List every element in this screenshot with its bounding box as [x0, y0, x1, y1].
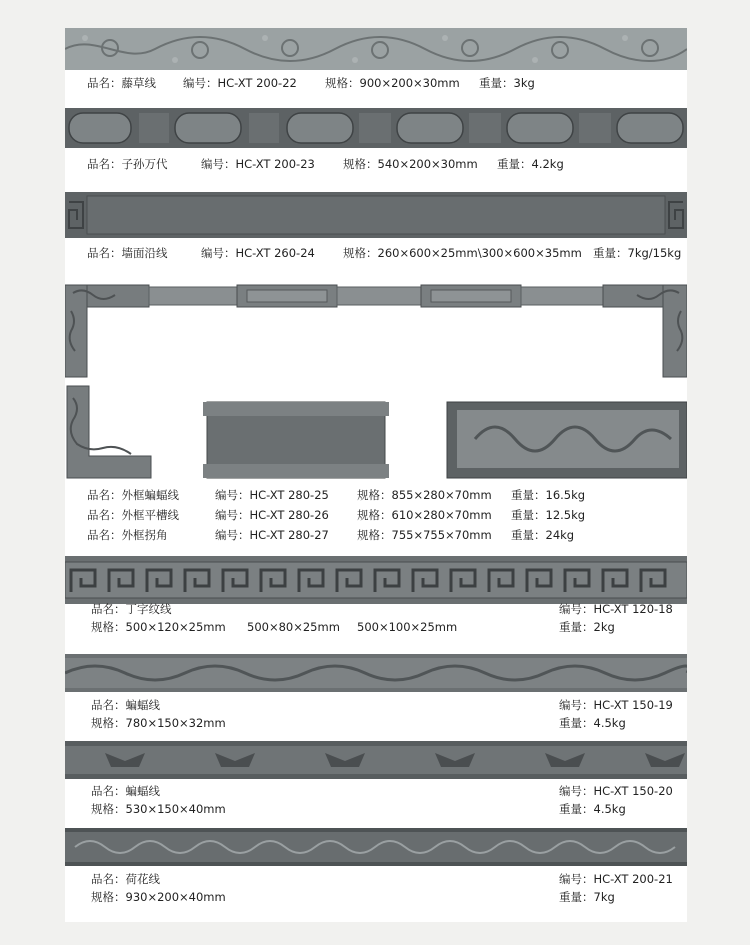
product-code: 编号：HC-XT 120-18: [559, 602, 673, 616]
frame-parts-image: [65, 384, 687, 484]
product-name: 品名：丁字纹线: [91, 602, 172, 616]
product-name: 品名：蝙蝠线: [91, 698, 160, 712]
caption-block: [91, 698, 687, 732]
product-code: 编号：HC-XT 150-20: [559, 784, 673, 798]
product-spec: 规格：900×200×30mm: [325, 76, 460, 90]
caption-block: [91, 784, 687, 818]
frame-caption-block: [87, 488, 687, 546]
product-code: 编号：HC-XT 150-19: [559, 698, 673, 712]
caption-row: [87, 246, 687, 260]
bat-molding-svg: [65, 741, 687, 779]
bat-molding-image: [65, 741, 687, 779]
fret-molding-image: [65, 556, 687, 604]
wall-edge-molding-image: [65, 192, 687, 238]
product-name: 品名：荷花线: [91, 872, 160, 886]
product-name: 品名：墙面沿线: [87, 246, 168, 260]
descendants-molding-svg: [65, 108, 687, 148]
product-spec: 规格：855×280×70mm: [357, 488, 492, 502]
wall-edge-molding-svg: [65, 192, 687, 238]
caption-row: [87, 76, 687, 90]
product-spec: 规格：260×600×25mm\300×600×35mm: [343, 246, 582, 260]
product-weight: 重量：4.2kg: [497, 157, 564, 171]
descendants-molding-image: [65, 108, 687, 148]
product-spec: 规格：930×200×40mm: [91, 890, 226, 904]
product-name: 品名：外框拐角: [87, 528, 168, 542]
bat-molding-image: [65, 654, 687, 692]
product-code: 编号：HC-XT 280-26: [215, 508, 329, 522]
caption-block: [91, 602, 687, 636]
product-code: 编号：HC-XT 280-25: [215, 488, 329, 502]
product-weight: 重量：3kg: [479, 76, 535, 90]
product-weight: 重量：7kg: [559, 890, 615, 904]
product-spec-alt: 500×80×25mm: [247, 620, 340, 634]
catalog-sheet: [65, 28, 687, 922]
product-spec-alt: 500×100×25mm: [357, 620, 458, 634]
product-name: 品名：外框蝙蝠线: [87, 488, 179, 502]
caption-block: [91, 872, 687, 906]
product-code: 编号：HC-XT 260-24: [201, 246, 315, 260]
vine-molding-image: [65, 28, 687, 70]
bat-molding-svg: [65, 654, 687, 692]
product-weight: 重量：2kg: [559, 620, 615, 634]
frame-assembly-svg: [65, 281, 687, 381]
product-weight: 重量：4.5kg: [559, 802, 626, 816]
frame-assembly-image: [65, 281, 687, 381]
product-spec: 规格：540×200×30mm: [343, 157, 478, 171]
product-spec: 规格：500×120×25mm: [91, 620, 226, 634]
product-code: 编号：HC-XT 280-27: [215, 528, 329, 542]
product-code: 编号：HC-XT 200-21: [559, 872, 673, 886]
product-code: 编号：HC-XT 200-22: [183, 76, 297, 90]
product-weight: 重量：24kg: [511, 528, 575, 542]
product-weight: 重量：4.5kg: [559, 716, 626, 730]
product-name: 品名：蝙蝠线: [91, 784, 160, 798]
product-spec: 规格：530×150×40mm: [91, 802, 226, 816]
product-spec: 规格：780×150×32mm: [91, 716, 226, 730]
product-weight: 重量：7kg/15kg: [593, 246, 682, 260]
vine-molding-svg: [65, 28, 687, 70]
product-weight: 重量：16.5kg: [511, 488, 586, 502]
caption-row: [87, 157, 687, 171]
product-name: 品名：藤草线: [87, 76, 156, 90]
product-name: 品名：外框平槽线: [87, 508, 179, 522]
fret-molding-svg: [65, 556, 687, 604]
product-weight: 重量：12.5kg: [511, 508, 586, 522]
lotus-molding-image: [65, 828, 687, 866]
product-name: 品名：子孙万代: [87, 157, 168, 171]
frame-parts-svg: [65, 384, 687, 484]
lotus-molding-svg: [65, 828, 687, 866]
product-spec: 规格：610×280×70mm: [357, 508, 492, 522]
product-spec: 规格：755×755×70mm: [357, 528, 492, 542]
product-code: 编号：HC-XT 200-23: [201, 157, 315, 171]
